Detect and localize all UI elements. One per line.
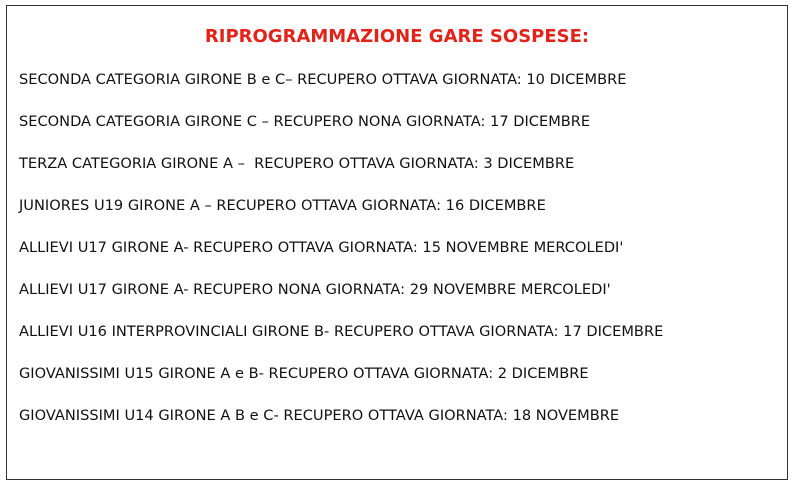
notice-title: RIPROGRAMMAZIONE GARE SOSPESE: <box>204 26 590 47</box>
match-entry: TERZA CATEGORIA GIRONE A – RECUPERO OTTAVA GIORNATA: 3 DICEMBRE <box>19 155 575 172</box>
match-entry: ALLIEVI U17 GIRONE A- RECUPERO OTTAVA GIORNATA: 15 NOVEMBRE MERCOLEDI' <box>19 239 624 256</box>
match-entry: SECONDA CATEGORIA GIRONE C – RECUPERO NONA GIORNATA: 17 DICEMBRE <box>19 113 591 130</box>
notice-box <box>6 5 788 480</box>
match-entry: SECONDA CATEGORIA GIRONE B e C– RECUPERO OTTAVA GIORNATA: 10 DICEMBRE <box>19 71 627 88</box>
match-entry: ALLIEVI U16 INTERPROVINCIALI GIRONE B- RECUPERO OTTAVA GIORNATA: 17 DICEMBRE <box>19 323 664 340</box>
match-entry: GIOVANISSIMI U15 GIRONE A e B- RECUPERO OTTAVA GIORNATA: 2 DICEMBRE <box>19 365 589 382</box>
match-list <box>19 70 663 448</box>
match-entry: JUNIORES U19 GIRONE A – RECUPERO OTTAVA GIORNATA: 16 DICEMBRE <box>19 197 546 214</box>
match-entry: ALLIEVI U17 GIRONE A- RECUPERO NONA GIORNATA: 29 NOVEMBRE MERCOLEDI' <box>19 281 611 298</box>
match-entry: GIOVANISSIMI U14 GIRONE A B e C- RECUPERO OTTAVA GIORNATA: 18 NOVEMBRE <box>19 407 620 424</box>
